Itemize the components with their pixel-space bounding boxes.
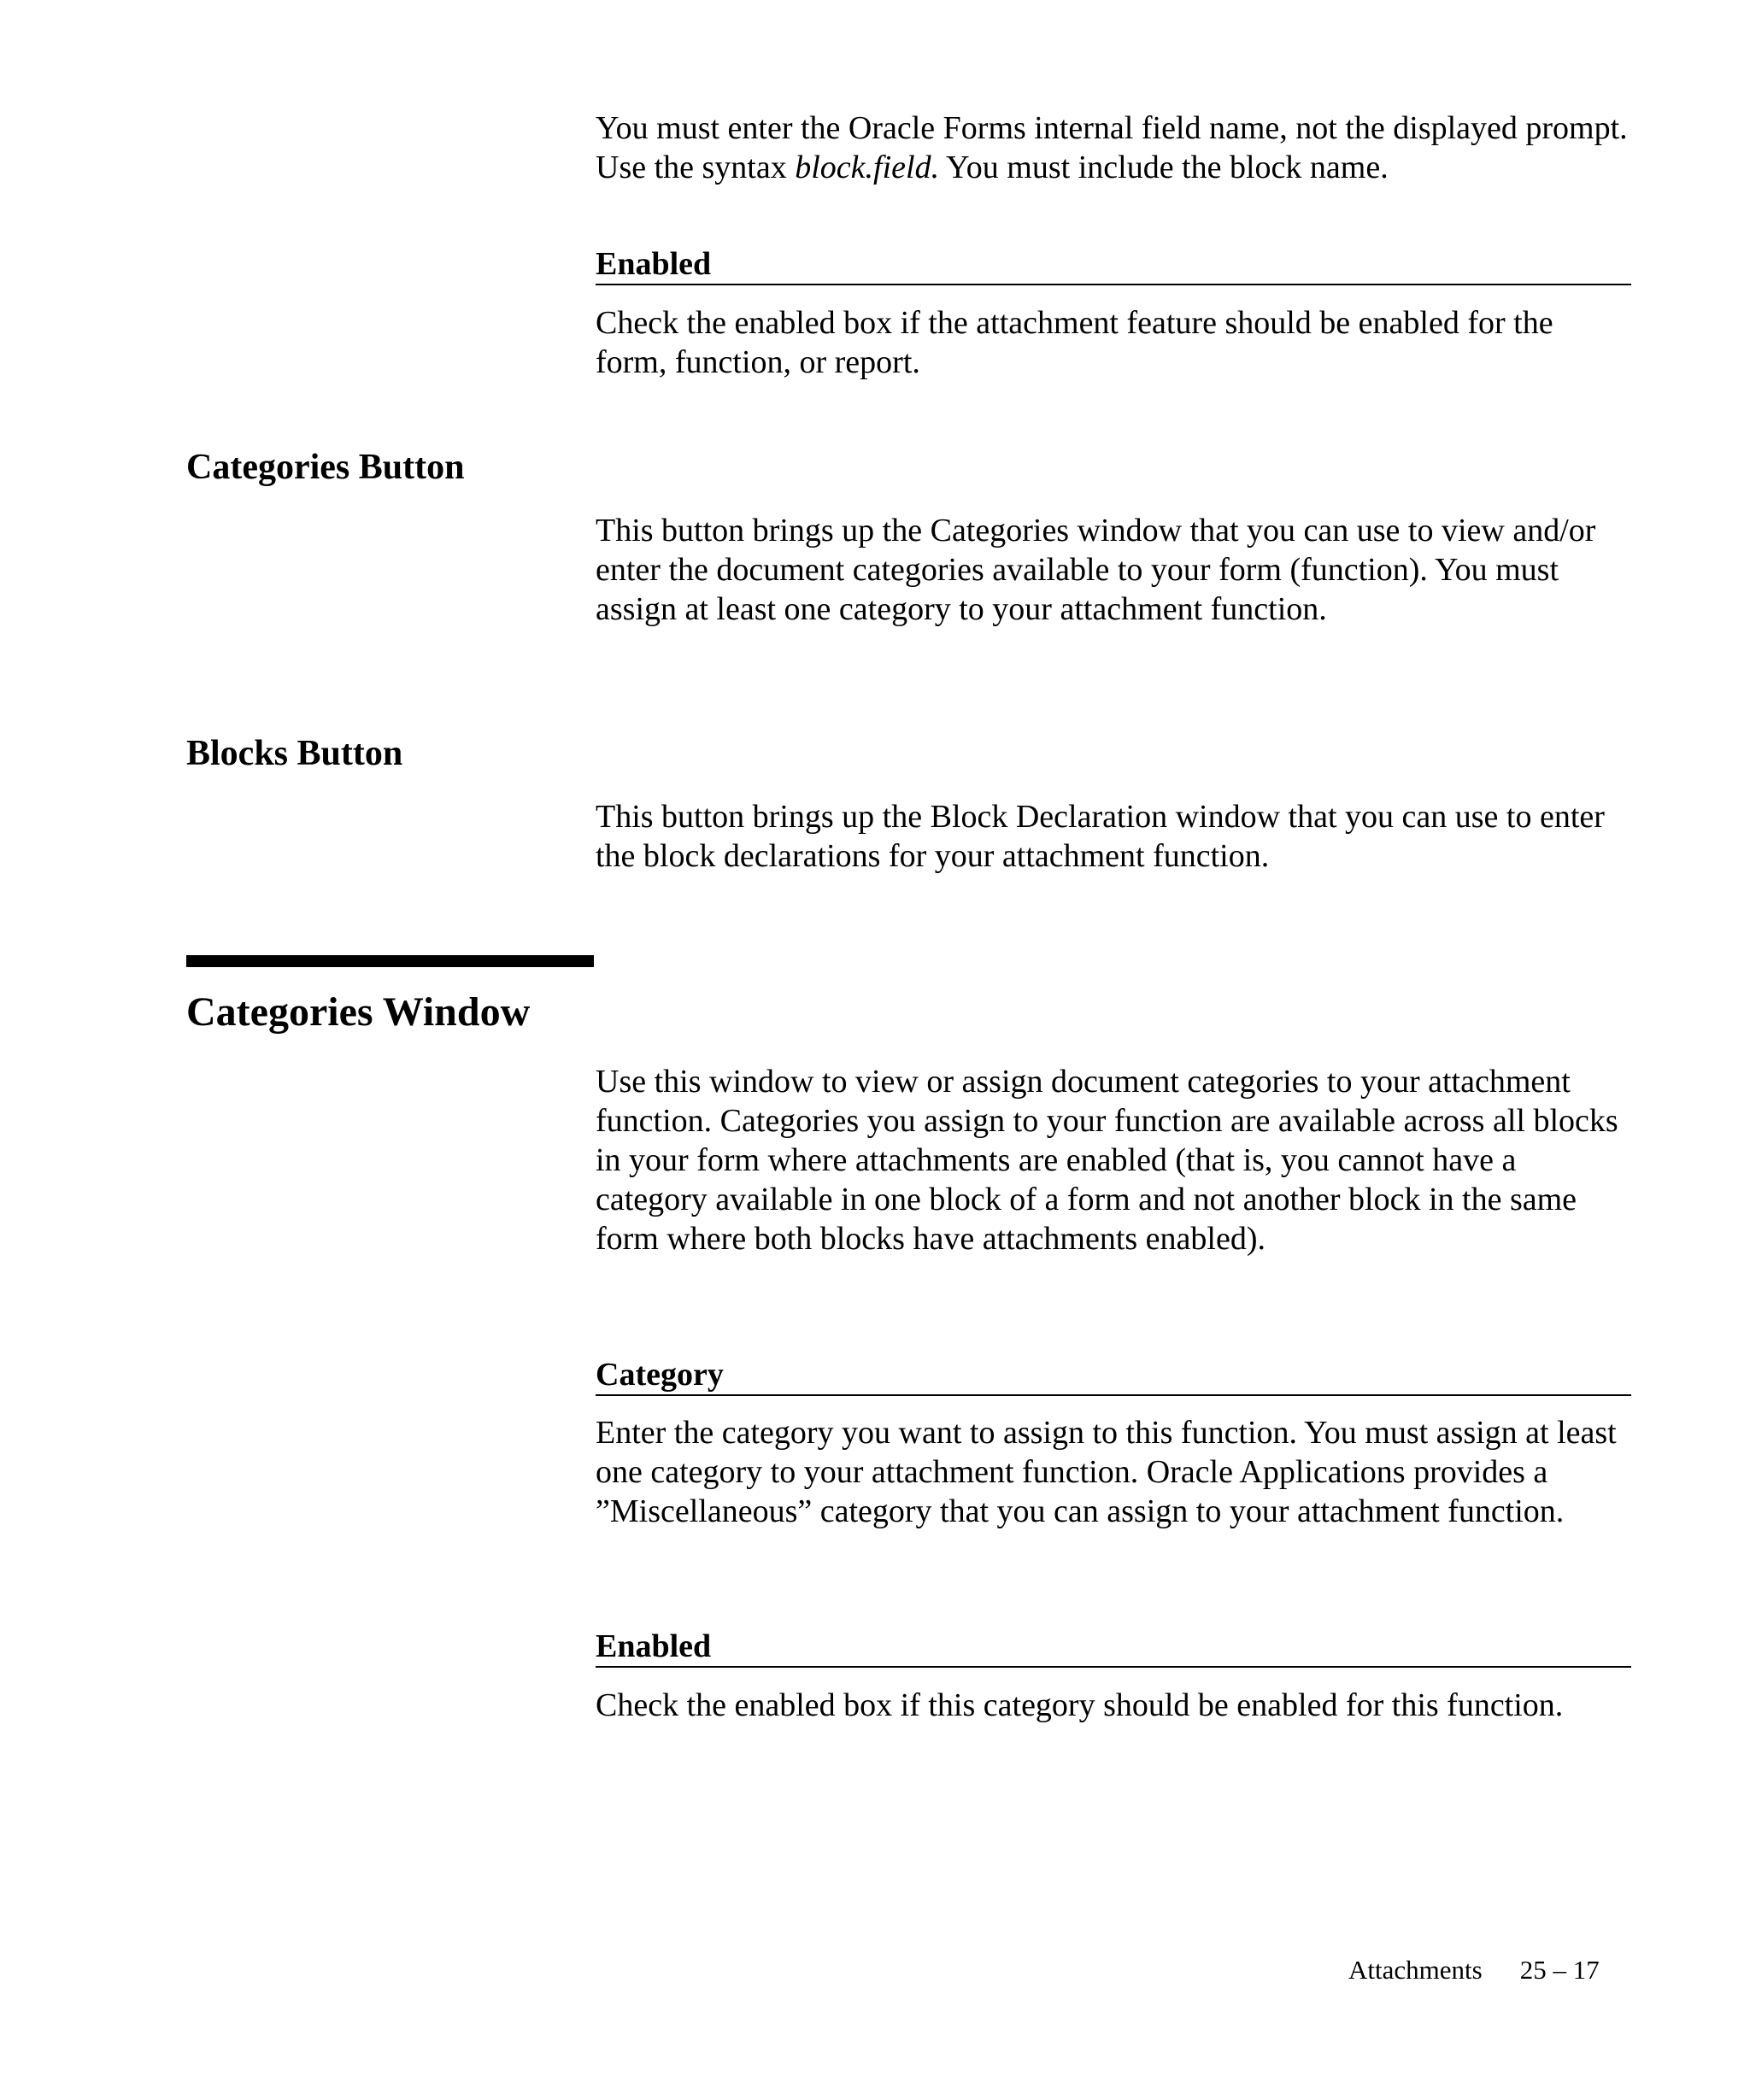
category-text: Enter the category you want to assign to this function. You must assign at least one category to your attachment function. Oracle Applications provides a ”Miscellaneous” category that you can assign to your attachment function. [596, 1415, 1617, 1529]
categories-button-text: This button brings up the Categories window that you can use to view and/or enter the document categories available to your form (function). You must assign at least one category to your attachment function. [596, 513, 1596, 627]
enabled-section-1 [596, 303, 1631, 382]
categories-window-text: Use this window to view or assign document categories to your attachment function. Categories you assign to your function are available across all blocks in your form where attachments are enabled (that is, you cannot have a category available in one block of a form and not another block in the same form where both blocks have attachments enabled). [596, 1064, 1618, 1257]
blocks-button-text: This button brings up the Block Declaration window that you can use to enter the block declarations for your attachment function. [596, 799, 1605, 874]
enabled-text-2: Check the enabled box if this category should be enabled for this function. [596, 1687, 1564, 1723]
page-footer [1348, 1955, 1600, 1986]
intro-paragraph [596, 109, 1631, 187]
enabled-text-1: Check the enabled box if the attachment feature should be enabled for the form, function, or report. [596, 305, 1553, 380]
intro-text-before: You must enter the Oracle Forms internal field name, not the displayed prompt. Use the syntax [596, 110, 1628, 185]
blocks-button-heading: Blocks Button [186, 734, 403, 773]
blocks-button-section [596, 797, 1631, 876]
enabled-heading-2: Enabled [596, 1628, 1631, 1668]
footer-page-number: 25 – 17 [1519, 1955, 1600, 1985]
enabled-heading-1: Enabled [596, 246, 1631, 285]
categories-button-section [596, 511, 1631, 629]
enabled-section-2 [596, 1686, 1631, 1725]
section-divider-rule [186, 955, 594, 967]
intro-text-after: You must include the block name. [939, 150, 1389, 185]
footer-chapter: Attachments [1348, 1955, 1483, 1985]
categories-button-heading: Categories Button [186, 448, 465, 487]
category-heading: Category [596, 1357, 1631, 1396]
categories-window-section [596, 1062, 1631, 1258]
categories-window-title: Categories Window [186, 989, 531, 1035]
category-section [596, 1413, 1631, 1531]
intro-syntax: block.field. [795, 150, 940, 185]
